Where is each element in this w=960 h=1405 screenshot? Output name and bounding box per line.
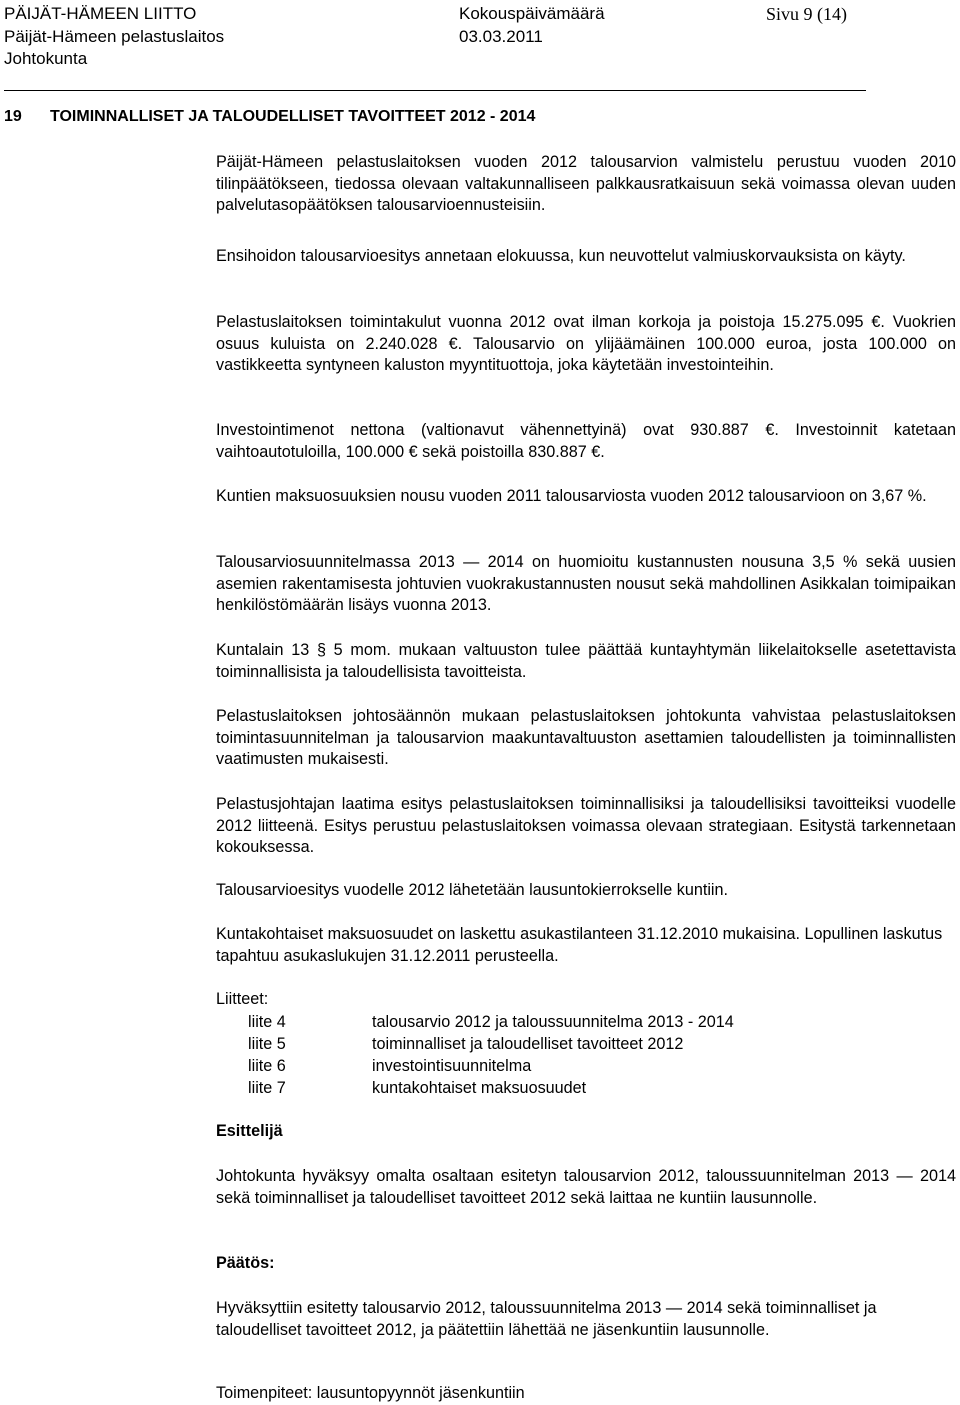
- attachments-label: Liitteet:: [216, 990, 269, 1008]
- proposal-text: Johtokunta hyväksyy omalta osaltaan esitetyn talousarvion 2012, taloussuunnitelman 2013 — 2014 sekä toiminnalliset ja taloudelliset tavoitteet 2012 sekä laittaa ne kuntiin lausunnolle.: [216, 1167, 956, 1207]
- org-name: PÄIJÄT-HÄMEEN LIITTO: [4, 4, 197, 23]
- meeting-date: 03.03.2011: [459, 27, 543, 46]
- header-divider: [4, 90, 866, 91]
- department-name: Päijät-Hämeen pelastuslaitos: [4, 27, 225, 46]
- attachment-id: liite 5: [248, 1035, 286, 1053]
- attachment-desc: investointisuunnitelma: [372, 1057, 532, 1075]
- section-title: [4, 108, 535, 126]
- paragraph-municipal-fees: Kuntakohtaiset maksuosuudet on laskettu asukastilanteen 31.12.2010 mukaisina. Lopullinen laskutus tapahtuu asukaslukujen 31.12.2011 perusteella.: [216, 925, 943, 965]
- page-number: Sivu 9 (14): [766, 4, 847, 24]
- proposal-label: Esittelijä: [216, 1122, 283, 1140]
- paragraph-municipal-act: Kuntalain 13 § 5 mom. mukaan valtuuston tulee päättää kuntayhtymän liikelaitokselle asetettavista toiminnallisista ja taloudellisista tavoitteista.: [216, 641, 956, 681]
- paragraph-consultation: Talousarvioesitys vuodelle 2012 lähetetään lausuntokierrokselle kuntiin.: [216, 881, 729, 899]
- paragraph-director-proposal: Pelastusjohtajan laatima esitys pelastuslaitoksen toiminnallisiksi ja taloudellisiksi tavoitteiksi vuodelle 2012 liitteenä. Esitys perustuu pelastuslaitoksen voimassa olevaan strategiaan. Esitystä tarkennetaan kokouksessa.: [216, 795, 956, 856]
- decision-label: Päätös:: [216, 1254, 275, 1272]
- section-title-text: TOIMINNALLISET JA TALOUDELLISET TAVOITTEET 2012 - 2014: [50, 108, 536, 125]
- paragraph-budget-basis: Päijät-Hämeen pelastuslaitoksen vuoden 2012 talousarvion valmistelu perustuu vuoden 2010 tilinpäätökseen, tiedossa olevaan valtakunnalliseen palkkausratkaisuun sekä voimassa olevan uuden palvelutasopäätöksen talousarvioennusteisiin.: [216, 153, 956, 214]
- body-name: Johtokunta: [4, 49, 88, 68]
- paragraph-bylaws: Pelastuslaitoksen johtosäännön mukaan pelastuslaitoksen johtokunta vahvistaa pelastuslaitoksen toimintasuunnitelman ja talousarvion maakuntavaltuuston asettamien taloudellisten ja toiminnallisten vaatimusten mukaisesti.: [216, 707, 956, 768]
- paragraph-operating-costs: Pelastuslaitoksen toimintakulut vuonna 2012 ovat ilman korkoja ja poistoja 15.275.095 €. Vuokrien osuus kuluista on 2.240.028 €. Talousarvio on ylijäämäinen 100.000 euroa, josta 100.000 on vastikkeetta syntyneen kaluston myyntituottoja, joka käytetään investointeihin.: [216, 313, 956, 374]
- paragraph-plan-2013-2014: Talousarviosuunnitelmassa 2013 — 2014 on huomioitu kustannusten nousuna 3,5 % sekä uusien asemien rakentamisesta johtuvien vuokrakustannusten nousut sekä mahdollinen Asikkalan toimipaikan henkilöstömäärän lisäys vuonna 2013.: [216, 553, 956, 614]
- paragraph-municipal-shares: Kuntien maksuosuuksien nousu vuoden 2011 talousarviosta vuoden 2012 talousarvioon on 3,67 %.: [216, 487, 927, 505]
- attachment-desc: kuntakohtaiset maksuosuudet: [372, 1079, 587, 1097]
- attachment-id: liite 7: [248, 1079, 286, 1097]
- meeting-date-label: Kokouspäivämäärä: [459, 4, 605, 23]
- attachment-id: liite 4: [248, 1013, 286, 1031]
- actions-text: Toimenpiteet: lausuntopyynnöt jäsenkuntiin: [216, 1384, 525, 1402]
- section-number: 19: [4, 108, 22, 125]
- paragraph-investments: Investointimenot nettona (valtionavut vähennettyinä) ovat 930.887 €. Investoinnit katetaan vaihtoautotuloilla, 100.000 € sekä poistoilla 830.887 €.: [216, 421, 956, 461]
- attachment-id: liite 6: [248, 1057, 286, 1075]
- paragraph-emergency-care: Ensihoidon talousarvioesitys annetaan elokuussa, kun neuvottelut valmiuskorvauksista on käyty.: [216, 247, 906, 265]
- attachment-desc: talousarvio 2012 ja taloussuunnitelma 2013 - 2014: [372, 1013, 734, 1031]
- decision-text: Hyväksyttiin esitetty talousarvio 2012, taloussuunnitelma 2013 — 2014 sekä toiminnalliset ja taloudelliset tavoitteet 2012, ja päätettiin lähettää ne jäsenkuntiin lausunnolle.: [216, 1299, 877, 1339]
- attachment-desc: toiminnalliset ja taloudelliset tavoitteet 2012: [372, 1035, 684, 1053]
